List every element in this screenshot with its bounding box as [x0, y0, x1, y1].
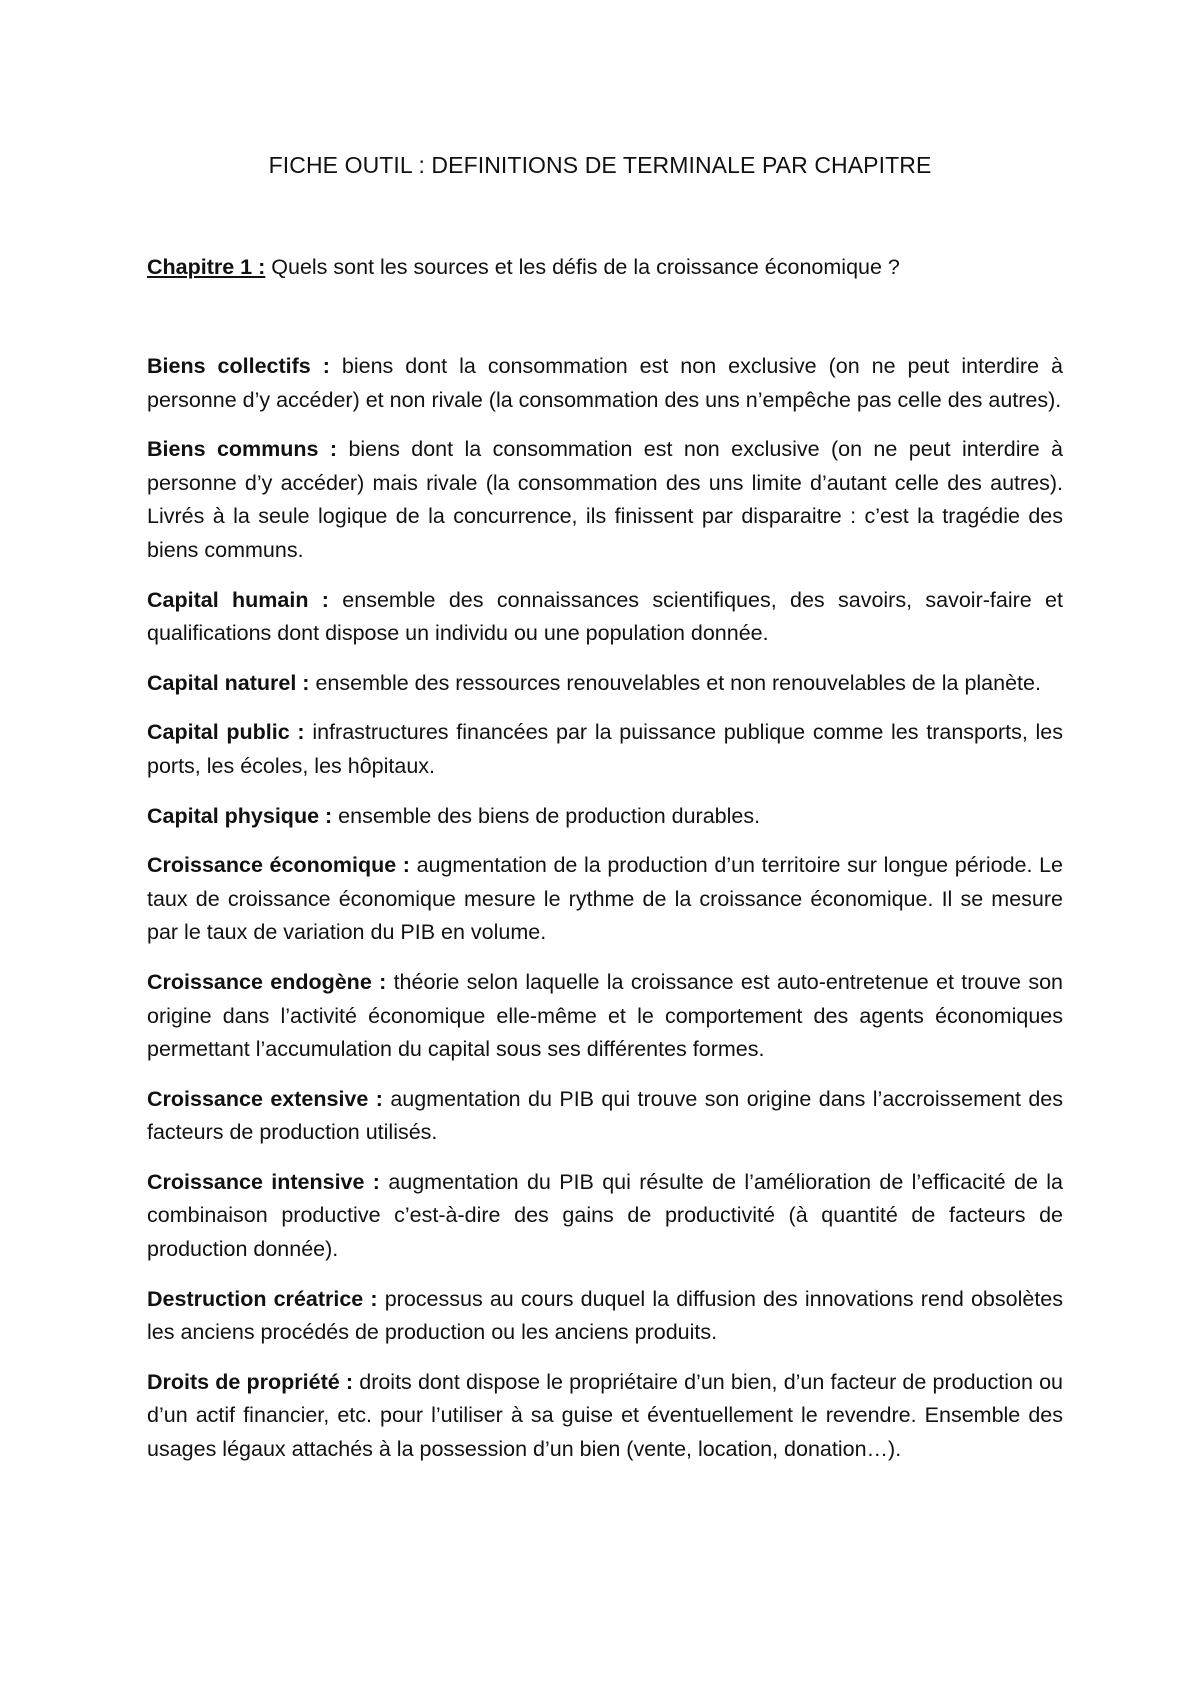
definition-croissance-intensive: [147, 1166, 1063, 1267]
definition-term: Capital naturel :: [147, 670, 310, 695]
definition-text: augmentation du PIB qui résulte de l’amélioration de l’efficacité de la combinaison productive c’est-à-dire des gains de productivité (à quantité de facteurs de production donnée).: [147, 1169, 1063, 1262]
definition-capital-naturel: [147, 667, 1063, 701]
definition-text: augmentation du PIB qui trouve son origine dans l’accroissement des facteurs de production utilisés.: [147, 1086, 1063, 1145]
definition-term: Droits de propriété :: [147, 1369, 354, 1394]
definition-text: théorie selon laquelle la croissance est auto-entretenue et trouve son origine dans l’activité économique elle-même et le comportement des agents économiques permettant l’accumulation du capital sous ses différentes formes.: [147, 969, 1063, 1062]
definition-term: Capital humain :: [147, 587, 329, 612]
definition-text: augmentation de la production d’un territoire sur longue période. Le taux de croissance économique mesure le rythme de la croissance économique. Il se mesure par le taux de variation du PIB en volume.: [147, 853, 1063, 945]
definition-capital-public: [147, 716, 1063, 783]
definition-croissance-endogene: [147, 966, 1063, 1067]
chapter-heading: [147, 252, 1067, 282]
definition-term: Capital public :: [147, 720, 305, 745]
definition-croissance-economique: [147, 849, 1063, 950]
definition-text: ensemble des ressources renouvelables et non renouvelables de la planète.: [315, 670, 1041, 695]
chapter-question: Quels sont les sources et les défis de la croissance économique ?: [271, 255, 900, 279]
definition-destruction-creatrice: [147, 1283, 1063, 1350]
definition-term: Croissance intensive :: [147, 1169, 380, 1194]
definition-text: biens dont la consommation est non exclusive (on ne peut interdire à personne d’y accéder) et non rivale (la consommation des uns n’empêche pas celle des autres).: [147, 354, 1063, 412]
document-title: FICHE OUTIL : DEFINITIONS DE TERMINALE PAR CHAPITRE: [268, 152, 932, 178]
definition-text: ensemble des connaissances scientifiques, des savoirs, savoir-faire et qualifications dont dispose un individu ou une population donnée.: [147, 587, 1063, 646]
definition-biens-collectifs: [147, 350, 1063, 417]
definition-capital-physique: [147, 800, 1063, 834]
definition-capital-humain: [147, 584, 1063, 651]
definition-term: Biens communs :: [147, 437, 338, 462]
definition-text: processus au cours duquel la diffusion des innovations rend obsolètes les anciens procédés de production ou les anciens produits.: [147, 1286, 1063, 1345]
definition-term: Croissance endogène :: [147, 969, 387, 994]
definition-croissance-extensive: [147, 1083, 1063, 1150]
definition-biens-communs: [147, 433, 1063, 567]
definition-text: infrastructures financées par la puissance publique comme les transports, les ports, les écoles, les hôpitaux.: [147, 720, 1064, 778]
chapter-label: Chapitre 1 :: [147, 255, 266, 279]
definition-term: Destruction créatrice :: [147, 1286, 378, 1311]
definition-term: Capital physique :: [147, 803, 333, 828]
definition-term: Biens collectifs :: [147, 354, 330, 378]
definitions-list: [147, 350, 1063, 1483]
definition-text: ensemble des biens de production durables.: [338, 803, 761, 828]
definition-term: Croissance extensive :: [147, 1086, 383, 1111]
definition-term: Croissance économique :: [147, 853, 410, 878]
definition-text: biens dont la consommation est non exclusive (on ne peut interdire à personne d’y accéder) mais rivale (la consommation des uns limite d’autant celle des autres). Livrés à la seule logique de la concurrence, ils finissent par disparaitre : c’est la tragédie des biens communs.: [147, 437, 1063, 562]
definition-text: droits dont dispose le propriétaire d’un bien, d’un facteur de production ou d’un actif financier, etc. pour l’utiliser à sa guise et éventuellement le revendre. Ensemble des usages légaux attachés à la possession d’un bien (vente, location, donation…).: [147, 1369, 1063, 1462]
definition-droits-de-propriete: [147, 1366, 1063, 1467]
